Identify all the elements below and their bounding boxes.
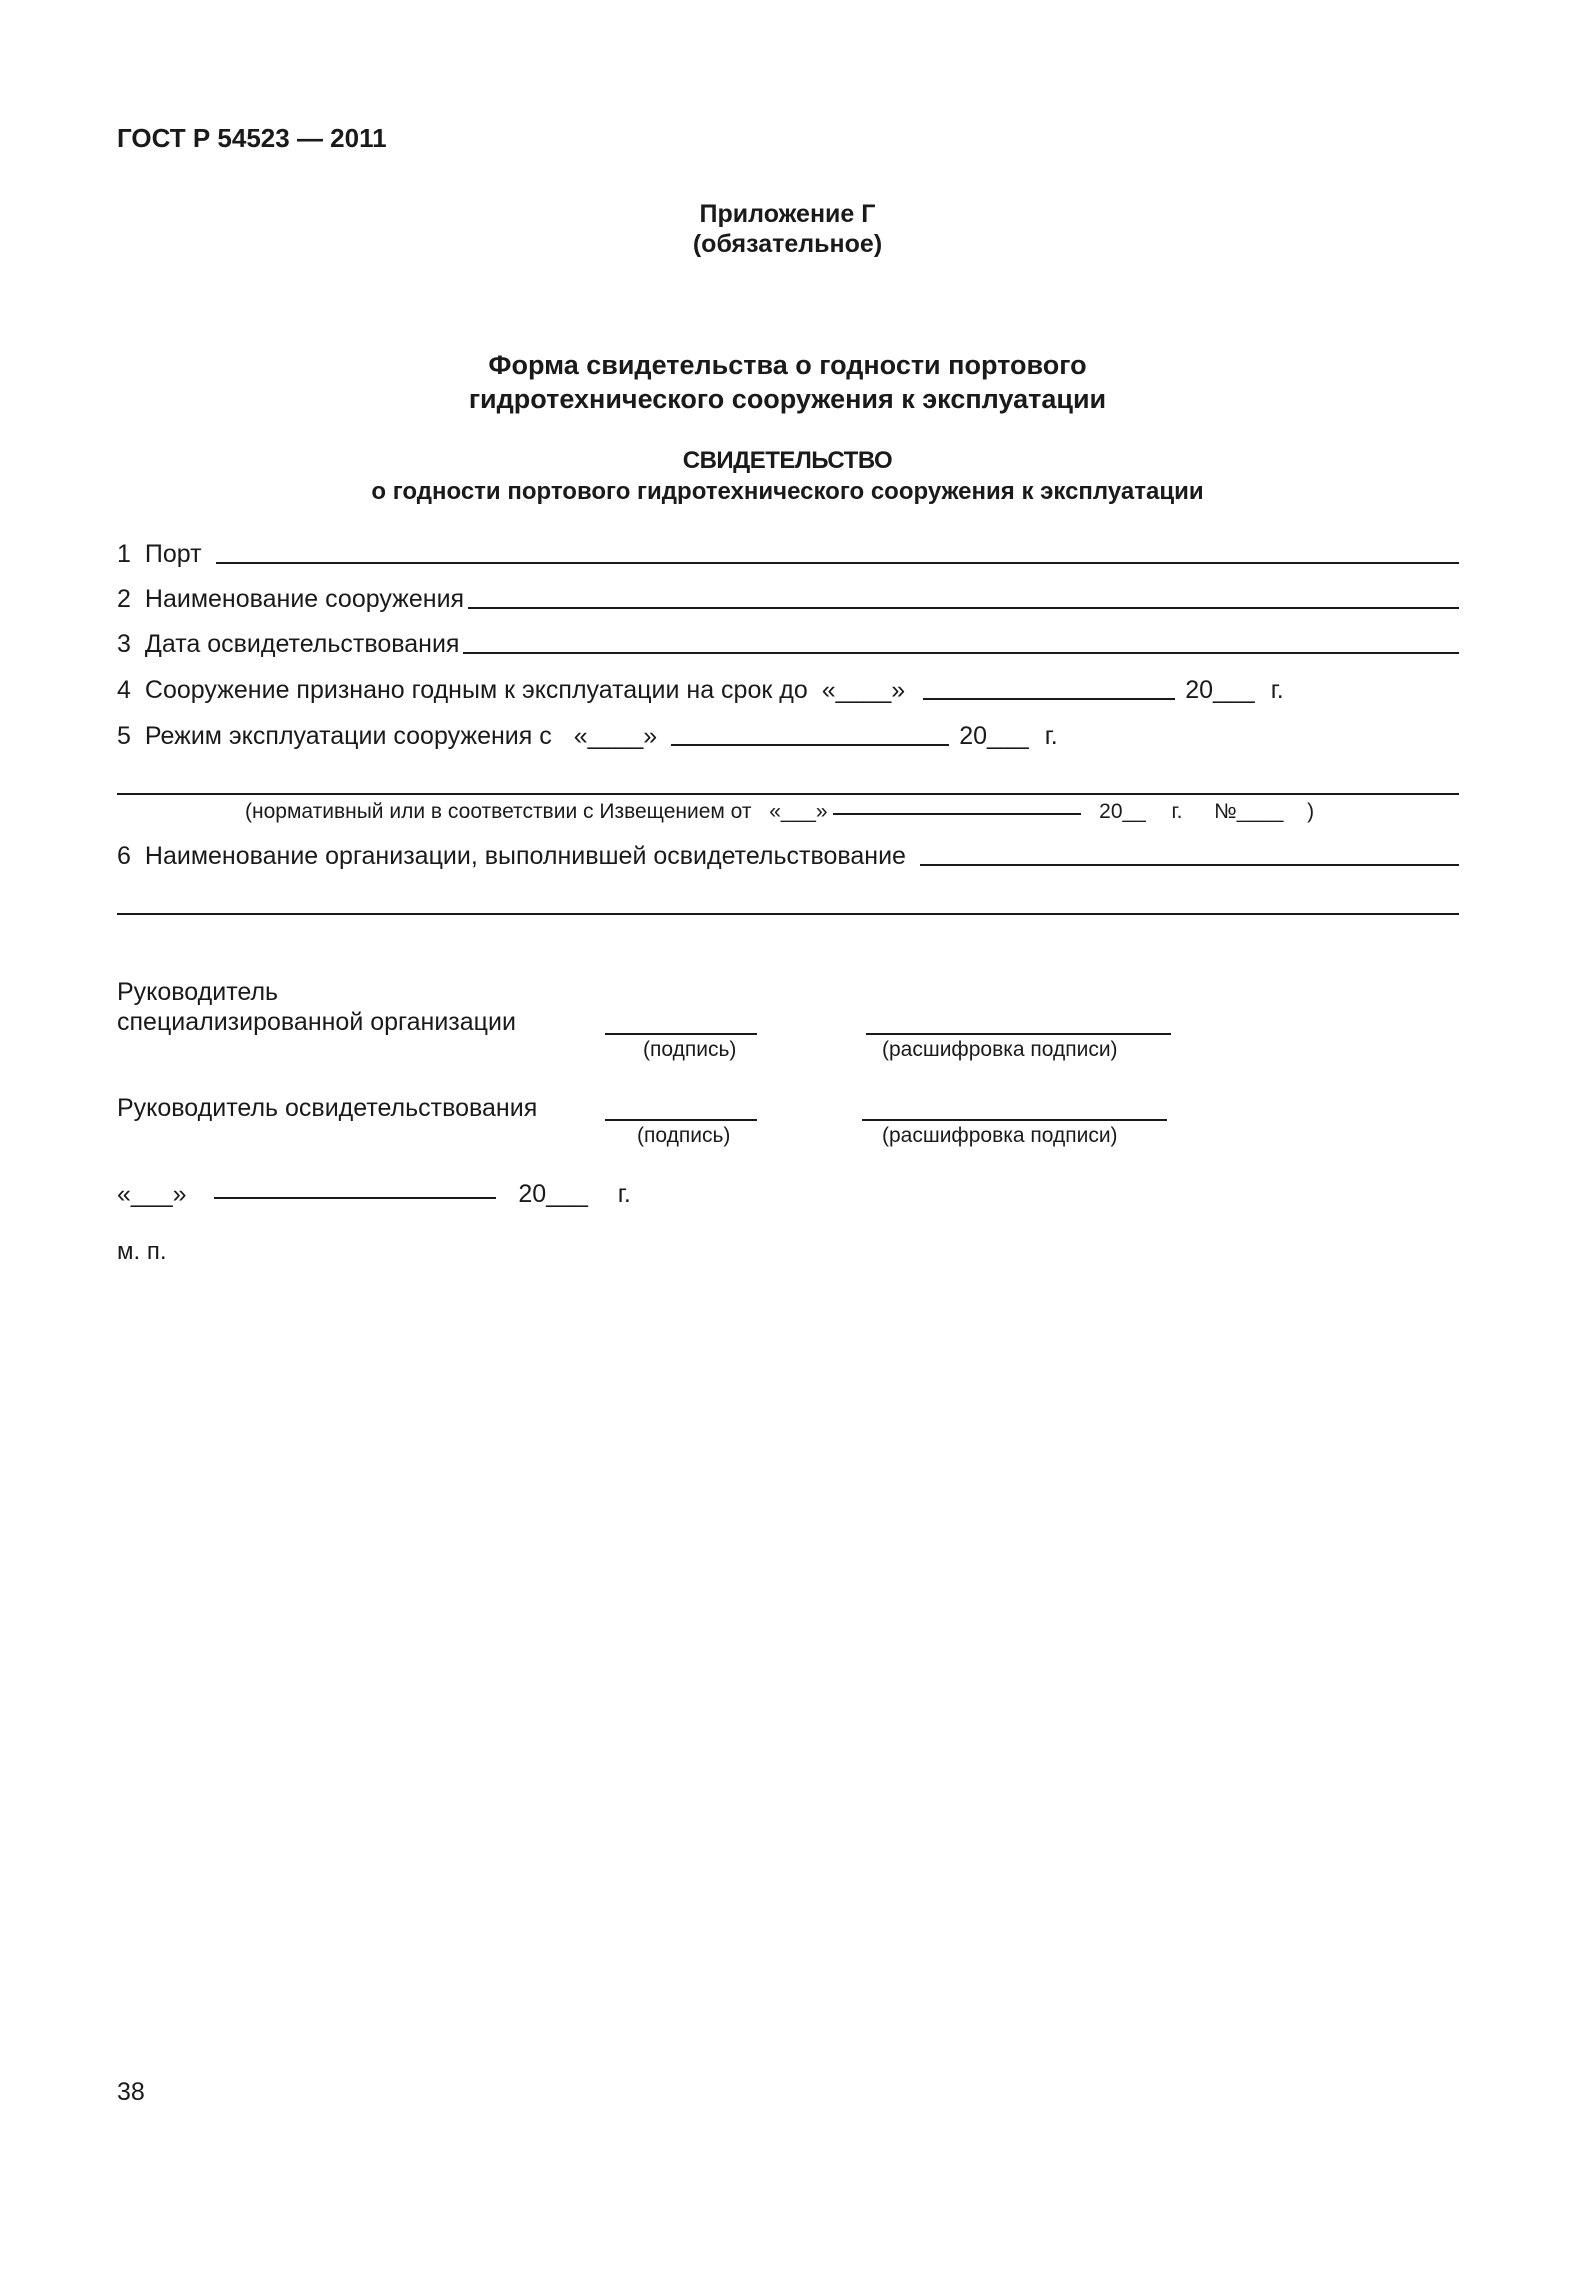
note-year[interactable]: 20__ (1099, 800, 1146, 823)
field-organization (117, 842, 1459, 871)
port-input-line[interactable] (216, 561, 1459, 564)
year-field[interactable]: 20___ (959, 722, 1029, 750)
head-survey-label: Руководитель освидетельствования (117, 1094, 538, 1122)
field-number: 2 (117, 585, 131, 613)
day-quote[interactable]: «____» (821, 676, 906, 704)
month-input-line[interactable] (671, 743, 949, 746)
year-suffix: г. (1044, 722, 1058, 750)
field-number: 4 (117, 676, 131, 704)
field-number: 6 (117, 842, 131, 870)
sign-date-day[interactable]: «___» (117, 1180, 187, 1208)
form-title-line2: гидротехнического сооружения к эксплуатации (468, 384, 1107, 414)
annex-title: Приложение Г (699, 200, 876, 228)
stamp-place: м. п. (117, 1238, 167, 1265)
document-code: ГОСТ Р 54523 — 2011 (117, 123, 387, 153)
certificate-title: СВИДЕТЕЛЬСТВО (682, 447, 893, 474)
note-month-input-line[interactable] (833, 812, 1081, 815)
year-field[interactable]: 20___ (1185, 676, 1255, 704)
organization-input-line-2[interactable] (117, 913, 1459, 915)
form-title-line1: Форма свидетельства о годности портового (488, 350, 1087, 380)
field-survey-date (117, 630, 1459, 659)
structure-name-input-line[interactable] (468, 606, 1459, 609)
field-number: 1 (117, 540, 131, 568)
sign-date-year[interactable]: 20___ (518, 1180, 588, 1208)
field-label: Порт (144, 540, 202, 568)
survey-date-input-line[interactable] (463, 651, 1459, 654)
note-number[interactable]: №____ (1214, 800, 1284, 823)
head-org-label-line1: Руководитель (117, 978, 279, 1006)
field-operation-mode (117, 722, 1058, 751)
sign-date-suffix: г. (617, 1180, 631, 1208)
field-number: 3 (117, 630, 131, 658)
head-survey-signature-line[interactable] (605, 1119, 757, 1121)
note-day-quote[interactable]: «___» (769, 800, 828, 823)
head-org-signature-line[interactable] (605, 1033, 757, 1035)
normative-note-text: (нормативный или в соответствии с Извещением от (245, 800, 752, 823)
field-number: 5 (117, 722, 131, 750)
signature-caption: (подпись) (643, 1038, 737, 1061)
field-label: Дата освидетельствования (144, 630, 460, 658)
head-survey-decoding-line[interactable] (862, 1119, 1167, 1121)
month-input-line[interactable] (923, 697, 1175, 700)
head-org-decoding-line[interactable] (866, 1033, 1171, 1035)
decoding-caption: (расшифровка подписи) (882, 1038, 1118, 1061)
annex-type: (обязательное) (692, 230, 883, 258)
day-quote[interactable]: «____» (573, 722, 658, 750)
field-label: Наименование сооружения (144, 585, 465, 613)
field-port (117, 540, 1459, 569)
signature-caption: (подпись) (637, 1124, 731, 1147)
field-structure-name (117, 585, 1459, 614)
normative-note (245, 800, 1314, 824)
field-label: Сооружение признано годным к эксплуатации на срок до (144, 676, 808, 704)
note-year-suffix: г. (1171, 800, 1183, 823)
sign-date (117, 1180, 631, 1209)
page-number: 38 (117, 2078, 145, 2106)
operation-mode-input-line[interactable] (117, 793, 1459, 795)
note-close: ) (1307, 800, 1315, 823)
sign-date-month-line[interactable] (214, 1196, 496, 1199)
decoding-caption: (расшифровка подписи) (882, 1124, 1118, 1147)
year-suffix: г. (1270, 676, 1284, 704)
head-org-label-line2: специализированной организации (117, 1008, 516, 1036)
certificate-subtitle: о годности портового гидротехнического сооружения к эксплуатации (371, 478, 1204, 505)
field-label: Режим эксплуатации сооружения с (144, 722, 552, 750)
organization-input-line[interactable] (920, 863, 1459, 866)
field-label: Наименование организации, выполнившей освидетельствование (144, 842, 906, 870)
field-valid-until (117, 676, 1284, 705)
